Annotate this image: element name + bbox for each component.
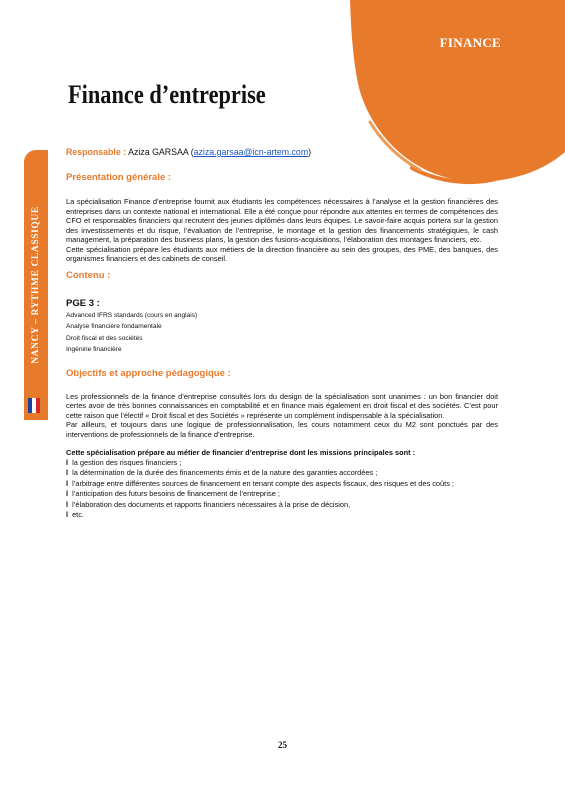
main-content: [66, 146, 498, 521]
mission-item: [66, 500, 498, 511]
mission-text: l’élaboration des documents et rapports financiers nécessaires à la prise de décision,: [72, 499, 351, 509]
responsable-line: Responsable : Aziza GARSAA (aziza.garsaa@icn-artem.com): [66, 147, 312, 157]
objectifs-paragraph-1: Les professionnels de la finance d’entreprise consultés lors du design de la spécialisation sont unanimes : un bon financier doit certes avoir de très bonnes connaissances en comptabilité et en finance mais également en droit fiscal et des sociétés. C’est pour cette raison que l’électif « Droit fiscal et des Sociétés » représente un complément indispensable à la spécialisation.: [66, 391, 498, 420]
course-item: Ingénirie financière: [66, 346, 122, 353]
mission-text: etc.: [72, 510, 84, 519]
contenu-heading: Contenu :: [66, 269, 111, 281]
objectifs-heading: Objectifs et approche pédagogique :: [66, 367, 231, 379]
section-label: FINANCE: [439, 35, 501, 50]
flag-red-stripe: [36, 398, 40, 413]
mission-item: [66, 479, 498, 490]
mission-item: [66, 458, 498, 469]
bullet-marker: l: [66, 457, 69, 467]
bullet-marker: l: [66, 478, 69, 488]
mission-item: [66, 489, 498, 500]
course-item: Advanced IFRS standards (cours en anglais): [66, 311, 198, 319]
presentation-paragraph-1: La spécialisation Finance d’entreprise fournit aux étudiants les compétences nécessaires à l’analyse et la gestion financières des entreprises dans un contexte national et international. Elle a été conçue pour répondre aux attentes en termes de compétences des CFO et responsables financiers qui recrutent des jeunes diplômés dans leurs équipes. Le savoir-faire acquis portera sur la gestion des investissements et du risque, l’évaluation de l’entreprise, le montage et la gestion des financements stratégiques, le cash management, la préparation des business plans, la gestion des fusions-acquisitions, l’élaboration des montages financiers, etc.: [66, 197, 498, 244]
objectifs-paragraph-2: Par ailleurs, et toujours dans une logique de professionnalisation, les cours notamment ceux du M2 sont ponctués par des interventions de professionnels de la finance d’entreprise.: [66, 420, 498, 439]
bullet-marker: l: [66, 499, 69, 509]
bullet-marker: l: [66, 510, 69, 519]
mission-text: l’anticipation des futurs besoins de financement de l’entreprise ;: [72, 489, 280, 498]
mission-item: [66, 468, 498, 479]
mission-text: la gestion des risques financiers ;: [72, 457, 182, 467]
french-flag-icon: [28, 398, 40, 413]
responsable-label: Responsable :: [66, 147, 127, 157]
mission-text: la détermination de la durée des financements émis et de la nature des garanties accordées ;: [72, 468, 378, 477]
course-item: Analyse financière fondamentale: [66, 323, 162, 330]
page-number: 25: [278, 740, 287, 750]
presentation-heading: Présentation générale :: [66, 172, 172, 183]
bullet-marker: l: [66, 468, 69, 477]
responsable-name: Aziza GARSAA: [128, 147, 189, 157]
mission-text: l’arbitrage entre différentes sources de financement en tenant compte des aspects fiscaux, des risques et des coûts ;: [72, 478, 454, 488]
mission-item: [66, 510, 498, 521]
missions-intro: Cette spécialisation prépare au métier de financier d’entreprise dont les missions principales sont :: [66, 448, 416, 457]
course-item: Droit fiscal et des sociétés: [66, 334, 143, 342]
presentation-paragraph-2: Cette spécialisation prépare les étudiants aux métiers de la direction financière au sein des groupes, des PME, des banques, des organismes financiers et des cabinets de conseil.: [66, 244, 498, 263]
bullet-marker: l: [66, 489, 69, 498]
responsable-email-link[interactable]: aziza.garsaa@icn-artem.com: [193, 147, 309, 157]
page-title: Finance d’entreprise: [68, 80, 266, 109]
side-tab-text: NANCY – RYTHME CLASSIQUE: [31, 206, 41, 364]
side-tab: [24, 150, 48, 420]
pge-title: PGE 3 :: [66, 297, 100, 309]
